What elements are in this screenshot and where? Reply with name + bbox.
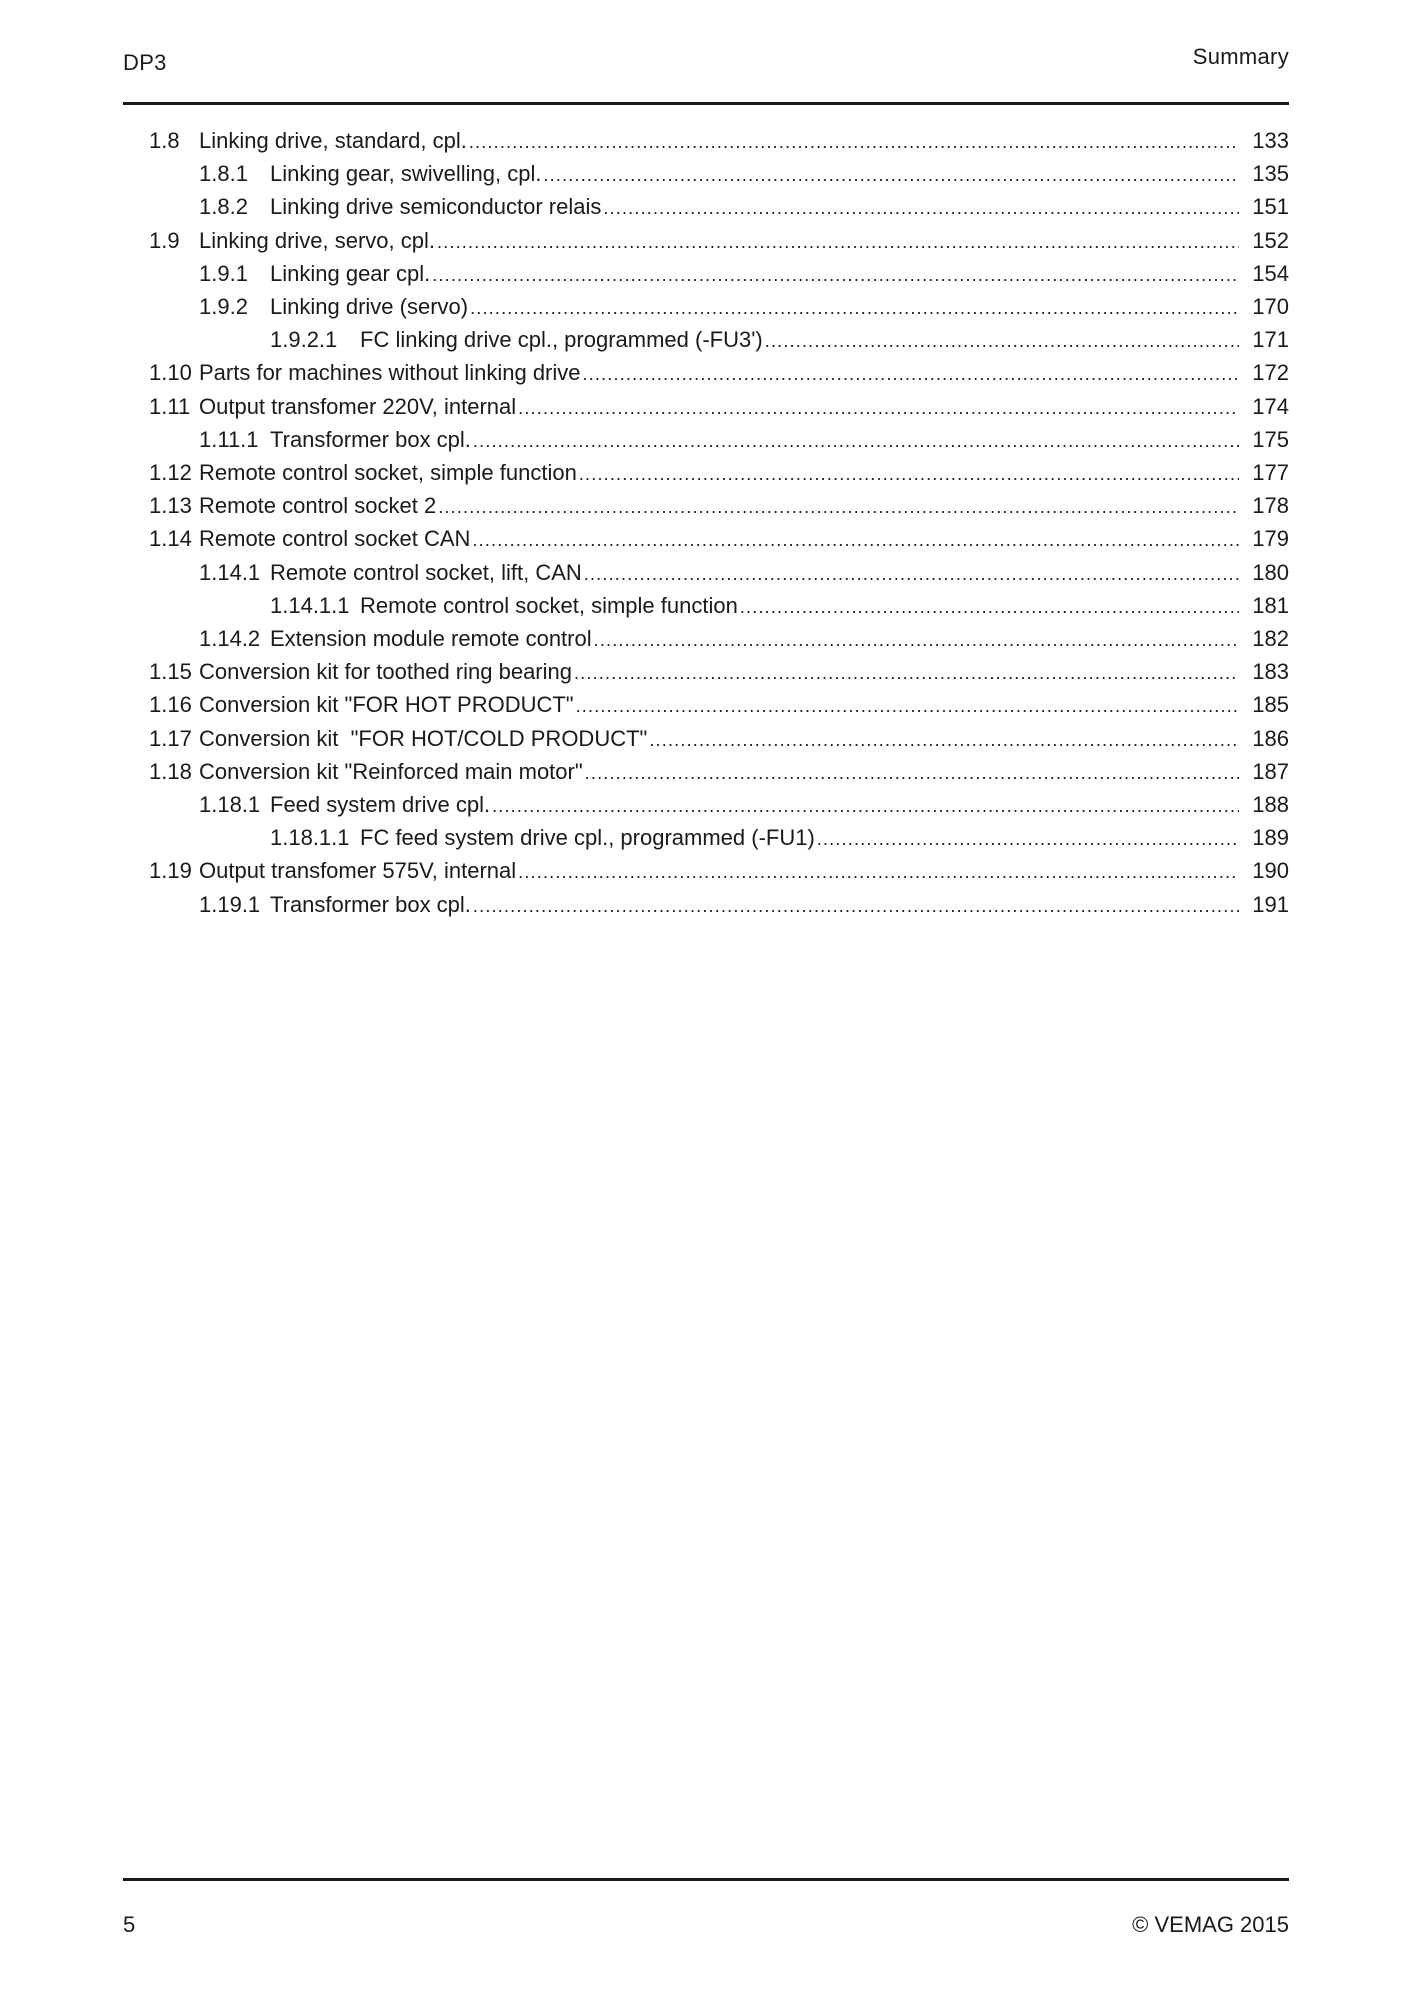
toc-entry-number: 1.8.1 bbox=[199, 161, 248, 186]
toc-entry-page: 133 bbox=[1252, 128, 1289, 153]
toc-entry-page: 152 bbox=[1252, 228, 1289, 253]
toc-entry-number: 1.18.1 bbox=[199, 792, 261, 817]
toc-entry[interactable] bbox=[270, 821, 1289, 854]
toc-entry[interactable] bbox=[149, 854, 1289, 887]
toc-entry-title: Remote control socket, lift, CAN bbox=[270, 560, 582, 585]
toc-entry-title: Linking drive, standard, cpl. bbox=[199, 128, 467, 153]
toc-entry-page: 181 bbox=[1252, 593, 1289, 618]
toc-entry[interactable] bbox=[149, 356, 1289, 389]
toc-entry[interactable] bbox=[199, 290, 1289, 323]
toc-dot-leader bbox=[492, 788, 1239, 823]
toc-entry-title: Remote control socket, simple function bbox=[360, 593, 738, 618]
toc-entry[interactable] bbox=[149, 522, 1289, 555]
toc-entry-page: 172 bbox=[1252, 360, 1289, 385]
toc-dot-leader bbox=[740, 589, 1239, 624]
toc-dot-leader bbox=[469, 124, 1239, 159]
toc-entry-title: Conversion kit "FOR HOT/COLD PRODUCT" bbox=[199, 726, 648, 751]
toc-entry-title: Conversion kit for toothed ring bearing bbox=[199, 659, 572, 684]
toc-entry-number: 1.14.1.1 bbox=[270, 593, 350, 618]
toc-entry-page: 182 bbox=[1252, 626, 1289, 651]
toc-entry[interactable] bbox=[270, 589, 1289, 622]
toc-entry[interactable] bbox=[149, 755, 1289, 788]
toc-entry-number: 1.12 bbox=[149, 460, 192, 485]
toc-dot-leader bbox=[603, 190, 1239, 225]
toc-entry-page: 135 bbox=[1252, 161, 1289, 186]
toc-entry-number: 1.14.2 bbox=[199, 626, 261, 651]
toc-dot-leader bbox=[470, 290, 1239, 325]
toc-entry-page: 186 bbox=[1252, 726, 1289, 751]
toc-entry-number: 1.16 bbox=[149, 692, 192, 717]
toc-entry-title: Parts for machines without linking drive bbox=[199, 360, 581, 385]
toc-entry[interactable] bbox=[199, 423, 1289, 456]
toc-dot-leader bbox=[576, 688, 1239, 723]
toc-entry-title: Remote control socket, simple function bbox=[199, 460, 577, 485]
toc-entry-number: 1.9 bbox=[149, 228, 180, 253]
toc-entry[interactable] bbox=[199, 157, 1289, 190]
toc-entry-page: 170 bbox=[1252, 294, 1289, 319]
toc-entry-page: 185 bbox=[1252, 692, 1289, 717]
toc-dot-leader bbox=[765, 323, 1239, 358]
toc-entry-page: 180 bbox=[1252, 560, 1289, 585]
header-divider bbox=[123, 102, 1289, 105]
toc-entry-number: 1.11.1 bbox=[199, 427, 259, 452]
toc-dot-leader bbox=[518, 854, 1239, 889]
toc-dot-leader bbox=[543, 157, 1239, 192]
toc-dot-leader bbox=[585, 755, 1239, 790]
toc-entry-number: 1.17 bbox=[149, 726, 192, 751]
toc-dot-leader bbox=[473, 423, 1239, 458]
toc-entry[interactable] bbox=[149, 224, 1289, 257]
toc-entry-title: Conversion kit "FOR HOT PRODUCT" bbox=[199, 692, 574, 717]
toc-dot-leader bbox=[584, 556, 1239, 591]
toc-entry[interactable] bbox=[199, 622, 1289, 655]
toc-entry-title: Extension module remote control bbox=[270, 626, 592, 651]
toc-entry-page: 189 bbox=[1252, 825, 1289, 850]
toc-dot-leader bbox=[438, 489, 1239, 524]
toc-entry-page: 183 bbox=[1252, 659, 1289, 684]
toc-entry-page: 179 bbox=[1252, 526, 1289, 551]
toc-entry-number: 1.18 bbox=[149, 759, 192, 784]
toc-entry[interactable] bbox=[199, 190, 1289, 223]
toc-entry-title: Conversion kit "Reinforced main motor" bbox=[199, 759, 583, 784]
toc-entry-page: 191 bbox=[1252, 892, 1289, 917]
toc-entry-title: Output transfomer 575V, internal bbox=[199, 858, 517, 883]
section-title: Summary bbox=[1192, 44, 1289, 69]
toc-entry-title: Linking drive (servo) bbox=[270, 294, 469, 319]
toc-entry-title: Transformer box cpl. bbox=[270, 427, 471, 452]
toc-entry-number: 1.15 bbox=[149, 659, 192, 684]
toc-entry-number: 1.19 bbox=[149, 858, 192, 883]
toc-entry-title: Remote control socket CAN bbox=[199, 526, 471, 551]
document-code: DP3 bbox=[123, 50, 167, 75]
toc-entry[interactable] bbox=[149, 390, 1289, 423]
toc-entry[interactable] bbox=[270, 323, 1289, 356]
toc-entry-page: 177 bbox=[1252, 460, 1289, 485]
toc-entry[interactable] bbox=[199, 788, 1289, 821]
toc-entry[interactable] bbox=[149, 456, 1289, 489]
toc-entry-page: 174 bbox=[1252, 394, 1289, 419]
toc-entry[interactable] bbox=[149, 655, 1289, 688]
toc-entry[interactable] bbox=[149, 124, 1289, 157]
toc-entry[interactable] bbox=[199, 257, 1289, 290]
toc-dot-leader bbox=[472, 522, 1239, 557]
toc-entry-number: 1.11 bbox=[149, 394, 191, 419]
toc-dot-leader bbox=[594, 622, 1239, 657]
toc-entry-page: 154 bbox=[1252, 261, 1289, 286]
toc-entry-number: 1.8 bbox=[149, 128, 180, 153]
toc-entry-title: FC feed system drive cpl., programmed (-FU1) bbox=[360, 825, 815, 850]
copyright-notice: © VEMAG 2015 bbox=[1132, 1912, 1289, 1937]
toc-entry-page: 178 bbox=[1252, 493, 1289, 518]
toc-entry-number: 1.10 bbox=[149, 360, 192, 385]
toc-entry-title: FC linking drive cpl., programmed (-FU3') bbox=[360, 327, 763, 352]
toc-entry-number: 1.9.2.1 bbox=[270, 327, 338, 352]
toc-entry[interactable] bbox=[149, 489, 1289, 522]
toc-entry-page: 171 bbox=[1252, 327, 1289, 352]
toc-dot-leader bbox=[649, 722, 1239, 757]
toc-entry-number: 1.14 bbox=[149, 526, 192, 551]
toc-entry-title: Linking gear cpl. bbox=[270, 261, 431, 286]
footer-divider bbox=[123, 1878, 1289, 1881]
toc-entry-number: 1.9.2 bbox=[199, 294, 248, 319]
toc-entry-number: 1.14.1 bbox=[199, 560, 261, 585]
toc-entry-title: Output transfomer 220V, internal bbox=[199, 394, 517, 419]
toc-dot-leader bbox=[473, 888, 1239, 923]
toc-entry-page: 187 bbox=[1252, 759, 1289, 784]
page-number: 5 bbox=[123, 1912, 136, 1937]
toc-dot-leader bbox=[817, 821, 1239, 856]
toc-dot-leader bbox=[583, 356, 1240, 391]
toc-dot-leader bbox=[432, 257, 1239, 292]
toc-dot-leader bbox=[518, 390, 1239, 425]
toc-entry-page: 151 bbox=[1252, 194, 1289, 219]
toc-entry-number: 1.13 bbox=[149, 493, 192, 518]
toc-entry-number: 1.18.1.1 bbox=[270, 825, 350, 850]
toc-entry-title: Remote control socket 2 bbox=[199, 493, 437, 518]
toc-dot-leader bbox=[579, 456, 1239, 491]
toc-entry-title: Linking drive semiconductor relais bbox=[270, 194, 602, 219]
toc-entry[interactable] bbox=[149, 688, 1289, 721]
toc-entry[interactable] bbox=[199, 556, 1289, 589]
toc-entry-number: 1.8.2 bbox=[199, 194, 248, 219]
toc-entry-page: 190 bbox=[1252, 858, 1289, 883]
toc-entry-number: 1.9.1 bbox=[199, 261, 248, 286]
toc-entry-title: Feed system drive cpl. bbox=[270, 792, 491, 817]
toc-entry-title: Linking gear, swivelling, cpl. bbox=[270, 161, 542, 186]
toc-entry-page: 175 bbox=[1252, 427, 1289, 452]
toc-entry-number: 1.19.1 bbox=[199, 892, 261, 917]
toc-entry-title: Transformer box cpl. bbox=[270, 892, 471, 917]
toc-entry-title: Linking drive, servo, cpl. bbox=[199, 228, 435, 253]
toc-dot-leader bbox=[574, 655, 1239, 690]
toc-entry-page: 188 bbox=[1252, 792, 1289, 817]
toc-entry[interactable] bbox=[149, 722, 1289, 755]
toc-entry[interactable] bbox=[199, 888, 1289, 921]
toc-dot-leader bbox=[437, 224, 1239, 259]
